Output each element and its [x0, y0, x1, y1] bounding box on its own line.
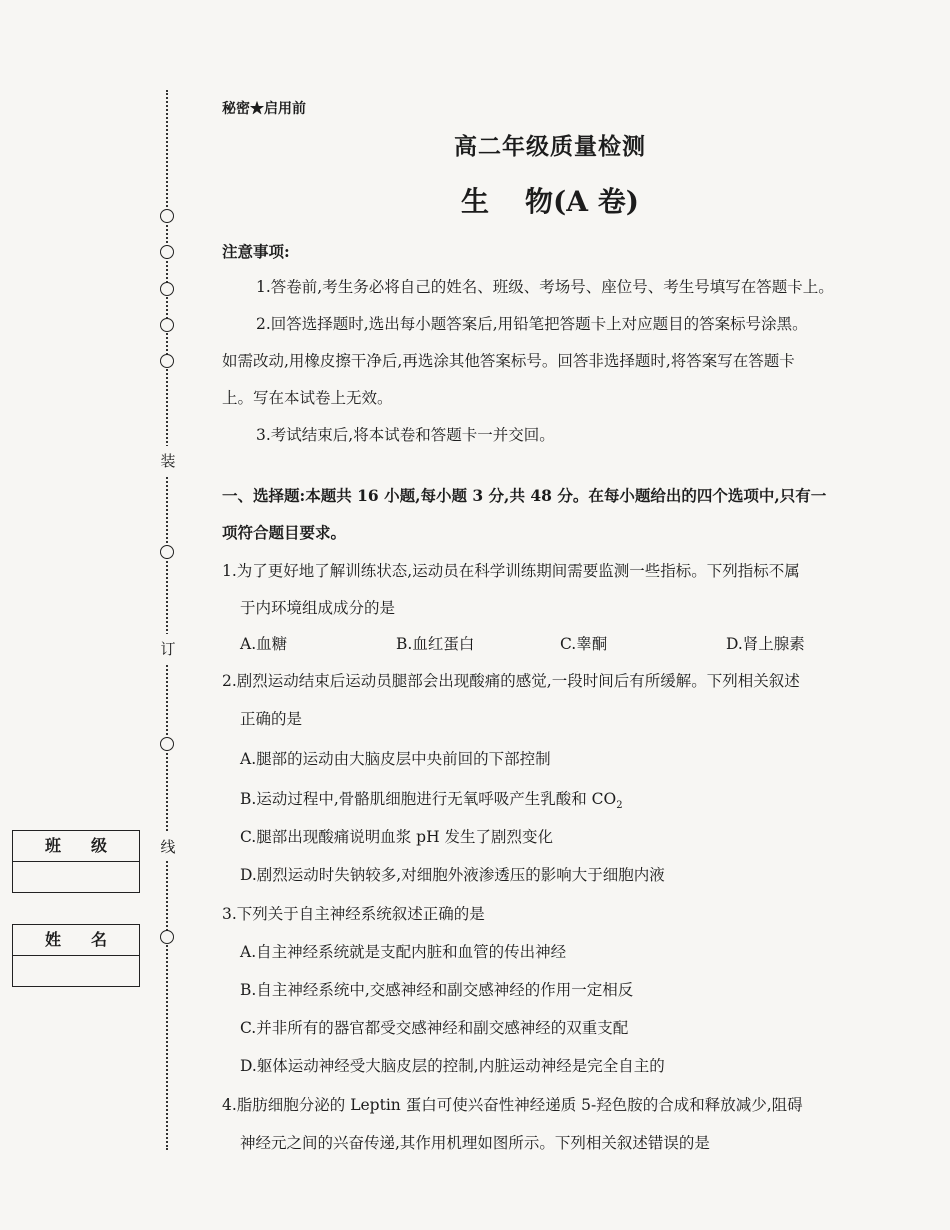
class-label: 班级: [13, 831, 139, 862]
q2-stem-line2: 正确的是: [240, 710, 303, 728]
subject-rest: 物(A 卷): [525, 185, 639, 218]
q3-option-a[interactable]: A.自主神经系统就是支配内脏和血管的传出神经: [240, 943, 567, 961]
q2-option-b-subscript: 2: [616, 800, 623, 812]
q4-stem-line1: 4.脂肪细胞分泌的 Leptin 蛋白可使兴奋性神经递质 5-羟色胺的合成和释放减少,阻碍: [222, 1096, 803, 1114]
notice-item-2-line3: 上。写在本试卷上无效。: [222, 389, 393, 407]
subject-char: 生: [461, 185, 490, 218]
binding-hole-icon: [160, 545, 174, 559]
q2-option-b-text: B.运动过程中,骨骼肌细胞进行无氧呼吸产生乳酸和 CO: [240, 790, 617, 808]
secret-mark: 秘密★启用前: [222, 101, 306, 117]
exam-title: 高二年级质量检测: [454, 133, 646, 160]
binding-hole-icon: [160, 930, 174, 944]
notice-item-2-line2: 如需改动,用橡皮擦干净后,再选涂其他答案标号。回答非选择题时,将答案写在答题卡: [222, 352, 795, 370]
section-1-instructions-line2: 项符合题目要求。: [222, 523, 347, 542]
q1-option-b[interactable]: B.血红蛋白: [396, 635, 475, 653]
q1-option-a[interactable]: A.血糖: [240, 635, 288, 653]
q1-stem-line2: 于内环境组成成分的是: [240, 599, 396, 617]
section-1-instructions-line1: 一、选择题:本题共 16 小题,每小题 3 分,共 48 分。在每小题给出的四个选项中,只有一: [222, 486, 827, 505]
class-box: [12, 830, 140, 893]
q2-option-a[interactable]: A.腿部的运动由大脑皮层中央前回的下部控制: [240, 750, 551, 768]
subject-title: [0, 180, 950, 220]
q2-option-b[interactable]: [240, 787, 623, 811]
q3-option-c[interactable]: C.并非所有的器官都受交感神经和副交感神经的双重支配: [240, 1019, 629, 1037]
q3-option-d[interactable]: D.躯体运动神经受大脑皮层的控制,内脏运动神经是完全自主的: [240, 1057, 665, 1075]
binding-hole-icon: [160, 282, 174, 296]
notice-item-1: 1.答卷前,考生务必将自己的姓名、班级、考场号、座位号、考生号填写在答题卡上。: [256, 278, 834, 296]
binding-label-xian: 线: [158, 832, 178, 861]
class-field[interactable]: [13, 862, 139, 892]
binding-label-zhuang: 装: [158, 446, 178, 475]
q2-stem-line1: 2.剧烈运动结束后运动员腿部会出现酸痛的感觉,一段时间后有所缓解。下列相关叙述: [222, 672, 800, 690]
name-field[interactable]: [13, 956, 139, 986]
q1-options: [0, 632, 950, 654]
q4-stem-line2: 神经元之间的兴奋传递,其作用机理如图所示。下列相关叙述错误的是: [240, 1134, 710, 1152]
q3-option-b[interactable]: B.自主神经系统中,交感神经和副交感神经的作用一定相反: [240, 981, 634, 999]
binding-hole-icon: [160, 354, 174, 368]
name-box: [12, 924, 140, 987]
notice-heading: 注意事项:: [222, 242, 290, 261]
binding-hole-icon: [160, 737, 174, 751]
q3-stem: 3.下列关于自主神经系统叙述正确的是: [222, 905, 485, 923]
q1-option-d[interactable]: D.肾上腺素: [726, 635, 805, 653]
name-label: 姓名: [13, 925, 139, 956]
q2-option-c[interactable]: C.腿部出现酸痛说明血浆 pH 发生了剧烈变化: [240, 828, 554, 846]
q1-option-c[interactable]: C.睾酮: [560, 635, 608, 653]
q2-option-d[interactable]: D.剧烈运动时失钠较多,对细胞外液渗透压的影响大于细胞内液: [240, 866, 665, 884]
q1-stem-line1: 1.为了更好地了解训练状态,运动员在科学训练期间需要监测一些指标。下列指标不属: [222, 562, 800, 580]
binding-label-ding: 订: [158, 634, 178, 663]
notice-item-2-line1: 2.回答选择题时,选出每小题答案后,用铅笔把答题卡上对应题目的答案标号涂黑。: [256, 315, 808, 333]
binding-hole-icon: [160, 318, 174, 332]
notice-item-3: 3.考试结束后,将本试卷和答题卡一并交回。: [256, 426, 555, 444]
binding-hole-icon: [160, 245, 174, 259]
